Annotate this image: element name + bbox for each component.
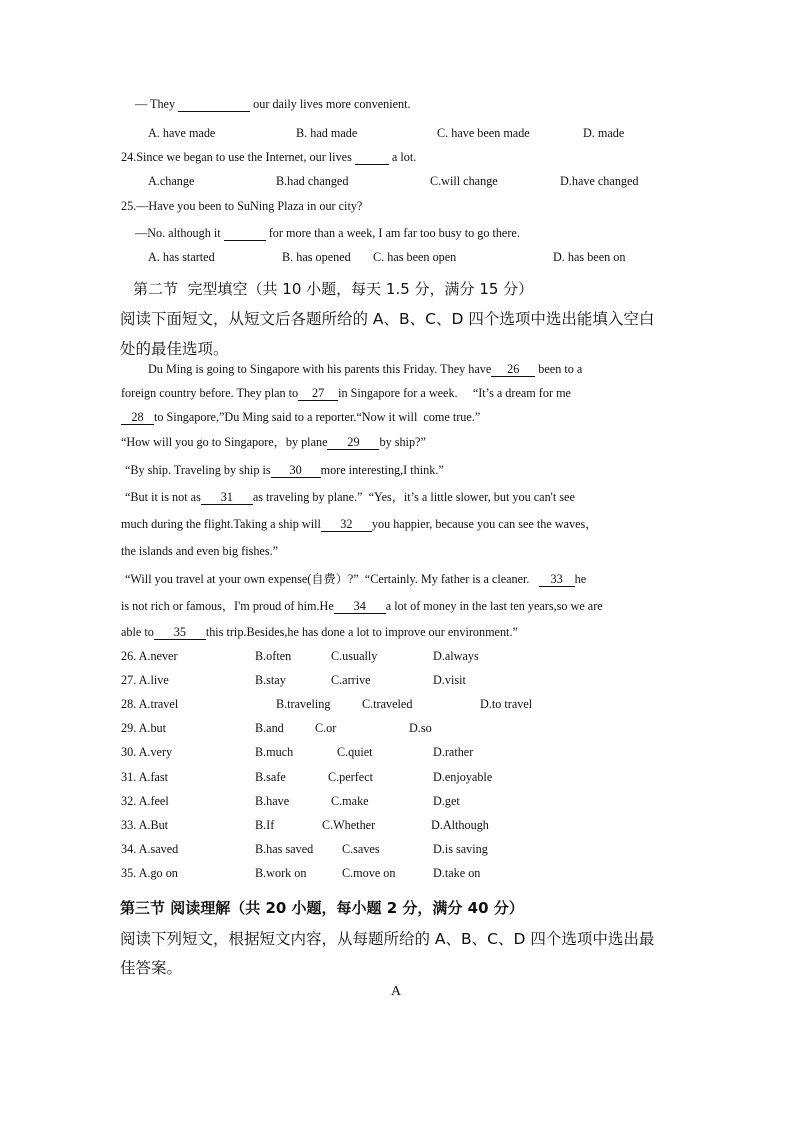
blank-35[interactable]: 35 bbox=[154, 625, 206, 640]
choice-34-option-d[interactable]: D.is saving bbox=[433, 841, 488, 856]
choice-27-option-b[interactable]: B.stay bbox=[255, 673, 286, 688]
choice-35-option-a[interactable]: 35. A.go on bbox=[121, 865, 178, 880]
q25-option-b[interactable]: B. has opened bbox=[282, 250, 351, 264]
passage-text: he bbox=[574, 572, 587, 586]
passage-line-6 bbox=[125, 489, 575, 505]
choice-28-option-b[interactable]: B.traveling bbox=[276, 697, 331, 712]
choice-29-option-b[interactable]: B.and bbox=[255, 721, 284, 736]
passage-line-5 bbox=[125, 462, 444, 478]
choice-29-option-c[interactable]: C.or bbox=[315, 721, 337, 736]
blank-31[interactable]: 31 bbox=[201, 490, 253, 505]
section3-title: 第三节 阅读理解（共 20 小题，每小题 2 分，满分 40 分） bbox=[120, 899, 524, 917]
section2-instruction-line2: 处的最佳选项。 bbox=[120, 340, 229, 358]
choice-35-option-b[interactable]: B.work on bbox=[255, 865, 307, 880]
passage-text: this trip.Besides,he has done a lot to improve our environment.” bbox=[205, 625, 518, 639]
passage-line-9 bbox=[125, 571, 586, 587]
blank-28[interactable]: 28 bbox=[121, 410, 154, 425]
section3-instruction-line2: 佳答案。 bbox=[120, 959, 183, 977]
passage-text: “How will you go to Singapore，by plane bbox=[121, 435, 328, 449]
choice-33-option-d[interactable]: D.Although bbox=[431, 817, 489, 832]
choice-26-option-c[interactable]: C.usually bbox=[331, 649, 378, 663]
q24-stem bbox=[121, 149, 416, 165]
choice-30-option-b[interactable]: B.much bbox=[255, 745, 294, 760]
passage-text: able to bbox=[121, 625, 154, 639]
choice-29-option-a[interactable]: 29. A.but bbox=[121, 721, 167, 736]
passage-text: “But it is not as bbox=[125, 490, 201, 504]
passage-line-2 bbox=[121, 385, 571, 401]
choice-35-option-d[interactable]: D.take on bbox=[433, 865, 481, 880]
passage-text: you happier, because you can see the waves， bbox=[371, 517, 598, 531]
choice-29-option-d[interactable]: D.so bbox=[409, 721, 432, 736]
choice-33-option-a[interactable]: 33. A.But bbox=[121, 817, 169, 832]
choice-32-option-a[interactable]: 32. A.feel bbox=[121, 793, 169, 808]
section2-instruction-line1: 阅读下面短文，从短文后各题所给的 A、B、C、D 四个选项中选出能填入空白 bbox=[120, 310, 655, 328]
passage-line-4 bbox=[121, 434, 426, 450]
choice-34-option-c[interactable]: C.saves bbox=[342, 841, 380, 856]
blank-26[interactable]: 26 bbox=[491, 362, 535, 377]
section2-title: 第二节 完型填空（共 10 小题，每天 1.5 分，满分 15 分） bbox=[133, 280, 534, 298]
blank-29[interactable]: 29 bbox=[327, 435, 379, 450]
q25-reply-text: —No. although it bbox=[135, 226, 224, 240]
q25-option-a[interactable]: A. has started bbox=[148, 250, 215, 264]
passage-text: a lot of money in the last ten years,so we are bbox=[385, 599, 603, 613]
choice-35-option-c[interactable]: C.move on bbox=[342, 865, 396, 880]
passage-text: more interesting,I think.” bbox=[320, 463, 444, 477]
choice-30-option-a[interactable]: 30. A.very bbox=[121, 745, 173, 760]
passage-line-11 bbox=[121, 624, 518, 640]
q25-option-c[interactable]: C. has been open bbox=[373, 250, 457, 264]
passage-line-8: the islands and even big fishes.” bbox=[121, 544, 279, 558]
choice-26-option-d[interactable]: D.always bbox=[433, 649, 479, 663]
passage-label: A bbox=[391, 984, 402, 999]
q23-blank[interactable] bbox=[178, 97, 250, 112]
choice-34-option-b[interactable]: B.has saved bbox=[255, 841, 314, 856]
choice-34-option-a[interactable]: 34. A.saved bbox=[121, 841, 179, 856]
passage-text: “By ship. Traveling by ship is bbox=[125, 463, 271, 477]
passage-text: Du Ming is going to Singapore with his parents this Friday. They have bbox=[148, 362, 492, 376]
q24-option-c[interactable]: C.will change bbox=[430, 174, 498, 188]
q24-blank[interactable] bbox=[355, 150, 389, 165]
q24-option-a[interactable]: A.change bbox=[148, 174, 195, 188]
q25-reply-text-end: for more than a week, I am far too busy to go there. bbox=[265, 226, 520, 240]
choice-31-option-d[interactable]: D.enjoyable bbox=[433, 769, 493, 784]
q24-stem-text: 24.Since we began to use the Internet, our lives bbox=[121, 150, 355, 164]
choice-31-option-b[interactable]: B.safe bbox=[255, 769, 286, 784]
choice-32-option-d[interactable]: D.get bbox=[433, 793, 460, 808]
q25-blank[interactable] bbox=[224, 226, 266, 241]
choice-31-option-c[interactable]: C.perfect bbox=[328, 769, 374, 784]
choice-27-option-a[interactable]: 27. A.live bbox=[121, 673, 169, 688]
q25-reply bbox=[135, 225, 520, 241]
blank-27[interactable]: 27 bbox=[298, 386, 338, 401]
passage-text: by ship?” bbox=[379, 435, 426, 449]
passage-text: much during the flight.Taking a ship will bbox=[121, 517, 321, 531]
q23-option-b[interactable]: B. had made bbox=[296, 126, 358, 140]
q25-stem: 25.—Have you been to SuNing Plaza in our city? bbox=[121, 199, 363, 213]
passage-line-7 bbox=[121, 516, 597, 532]
choice-28-option-a[interactable]: 28. A.travel bbox=[121, 697, 179, 712]
choice-27-option-d[interactable]: D.visit bbox=[433, 673, 466, 688]
q23-option-c[interactable]: C. have been made bbox=[437, 126, 530, 140]
passage-text: is not rich or famous，I'm proud of him.He bbox=[121, 599, 334, 613]
choice-27-option-c[interactable]: C.arrive bbox=[331, 673, 371, 688]
q23-option-d[interactable]: D. made bbox=[583, 126, 625, 140]
choice-33-option-b[interactable]: B.If bbox=[255, 817, 275, 832]
choice-28-option-c[interactable]: C.traveled bbox=[362, 697, 413, 712]
choice-30-option-d[interactable]: D.rather bbox=[433, 745, 474, 760]
q25-option-d[interactable]: D. has been on bbox=[553, 250, 626, 264]
blank-30[interactable]: 30 bbox=[271, 463, 321, 478]
passage-text: foreign country before. They plan to bbox=[121, 386, 299, 400]
q23-stem-text-end: our daily lives more convenient. bbox=[250, 97, 411, 111]
blank-33[interactable]: 33 bbox=[539, 572, 575, 587]
q24-stem-text-end: a lot. bbox=[388, 150, 417, 164]
passage-text: to Singapore,”Du Ming said to a reporter.“Now it will come true.” bbox=[154, 410, 481, 424]
choice-26-option-a[interactable]: 26. A.never bbox=[121, 649, 178, 663]
choice-30-option-c[interactable]: C.quiet bbox=[337, 745, 373, 760]
blank-32[interactable]: 32 bbox=[321, 517, 372, 532]
blank-34[interactable]: 34 bbox=[334, 599, 386, 614]
passage-line-3 bbox=[121, 409, 480, 425]
q23-option-a[interactable]: A. have made bbox=[148, 126, 216, 140]
q23-stem bbox=[135, 96, 411, 112]
choice-26-option-b[interactable]: B.often bbox=[255, 649, 292, 663]
choice-31-option-a[interactable]: 31. A.fast bbox=[121, 769, 169, 784]
passage-text: as traveling by plane.” “Yes，it’s a little slower, but you can't see bbox=[252, 490, 575, 504]
choice-33-option-c[interactable]: C.Whether bbox=[322, 817, 376, 832]
passage-text: in Singapore for a week. “It’s a dream for me bbox=[338, 386, 571, 400]
section3-instruction-line1: 阅读下列短文，根据短文内容，从每题所给的 A、B、C、D 四个选项中选出最 bbox=[120, 930, 655, 948]
choice-32-option-c[interactable]: C.make bbox=[331, 793, 369, 808]
q24-option-b[interactable]: B.had changed bbox=[276, 174, 349, 188]
choice-28-option-d[interactable]: D.to travel bbox=[480, 697, 533, 712]
passage-text: been to a bbox=[535, 362, 583, 376]
passage-text: “Will you travel at your own expense(自费）?” “Certainly. My father is a cleaner. bbox=[125, 572, 539, 586]
q23-stem-text: — They bbox=[135, 97, 179, 111]
q24-option-d[interactable]: D.have changed bbox=[560, 174, 639, 188]
passage-line-1 bbox=[148, 361, 582, 377]
choice-32-option-b[interactable]: B.have bbox=[255, 793, 290, 808]
passage-line-10 bbox=[121, 598, 603, 614]
